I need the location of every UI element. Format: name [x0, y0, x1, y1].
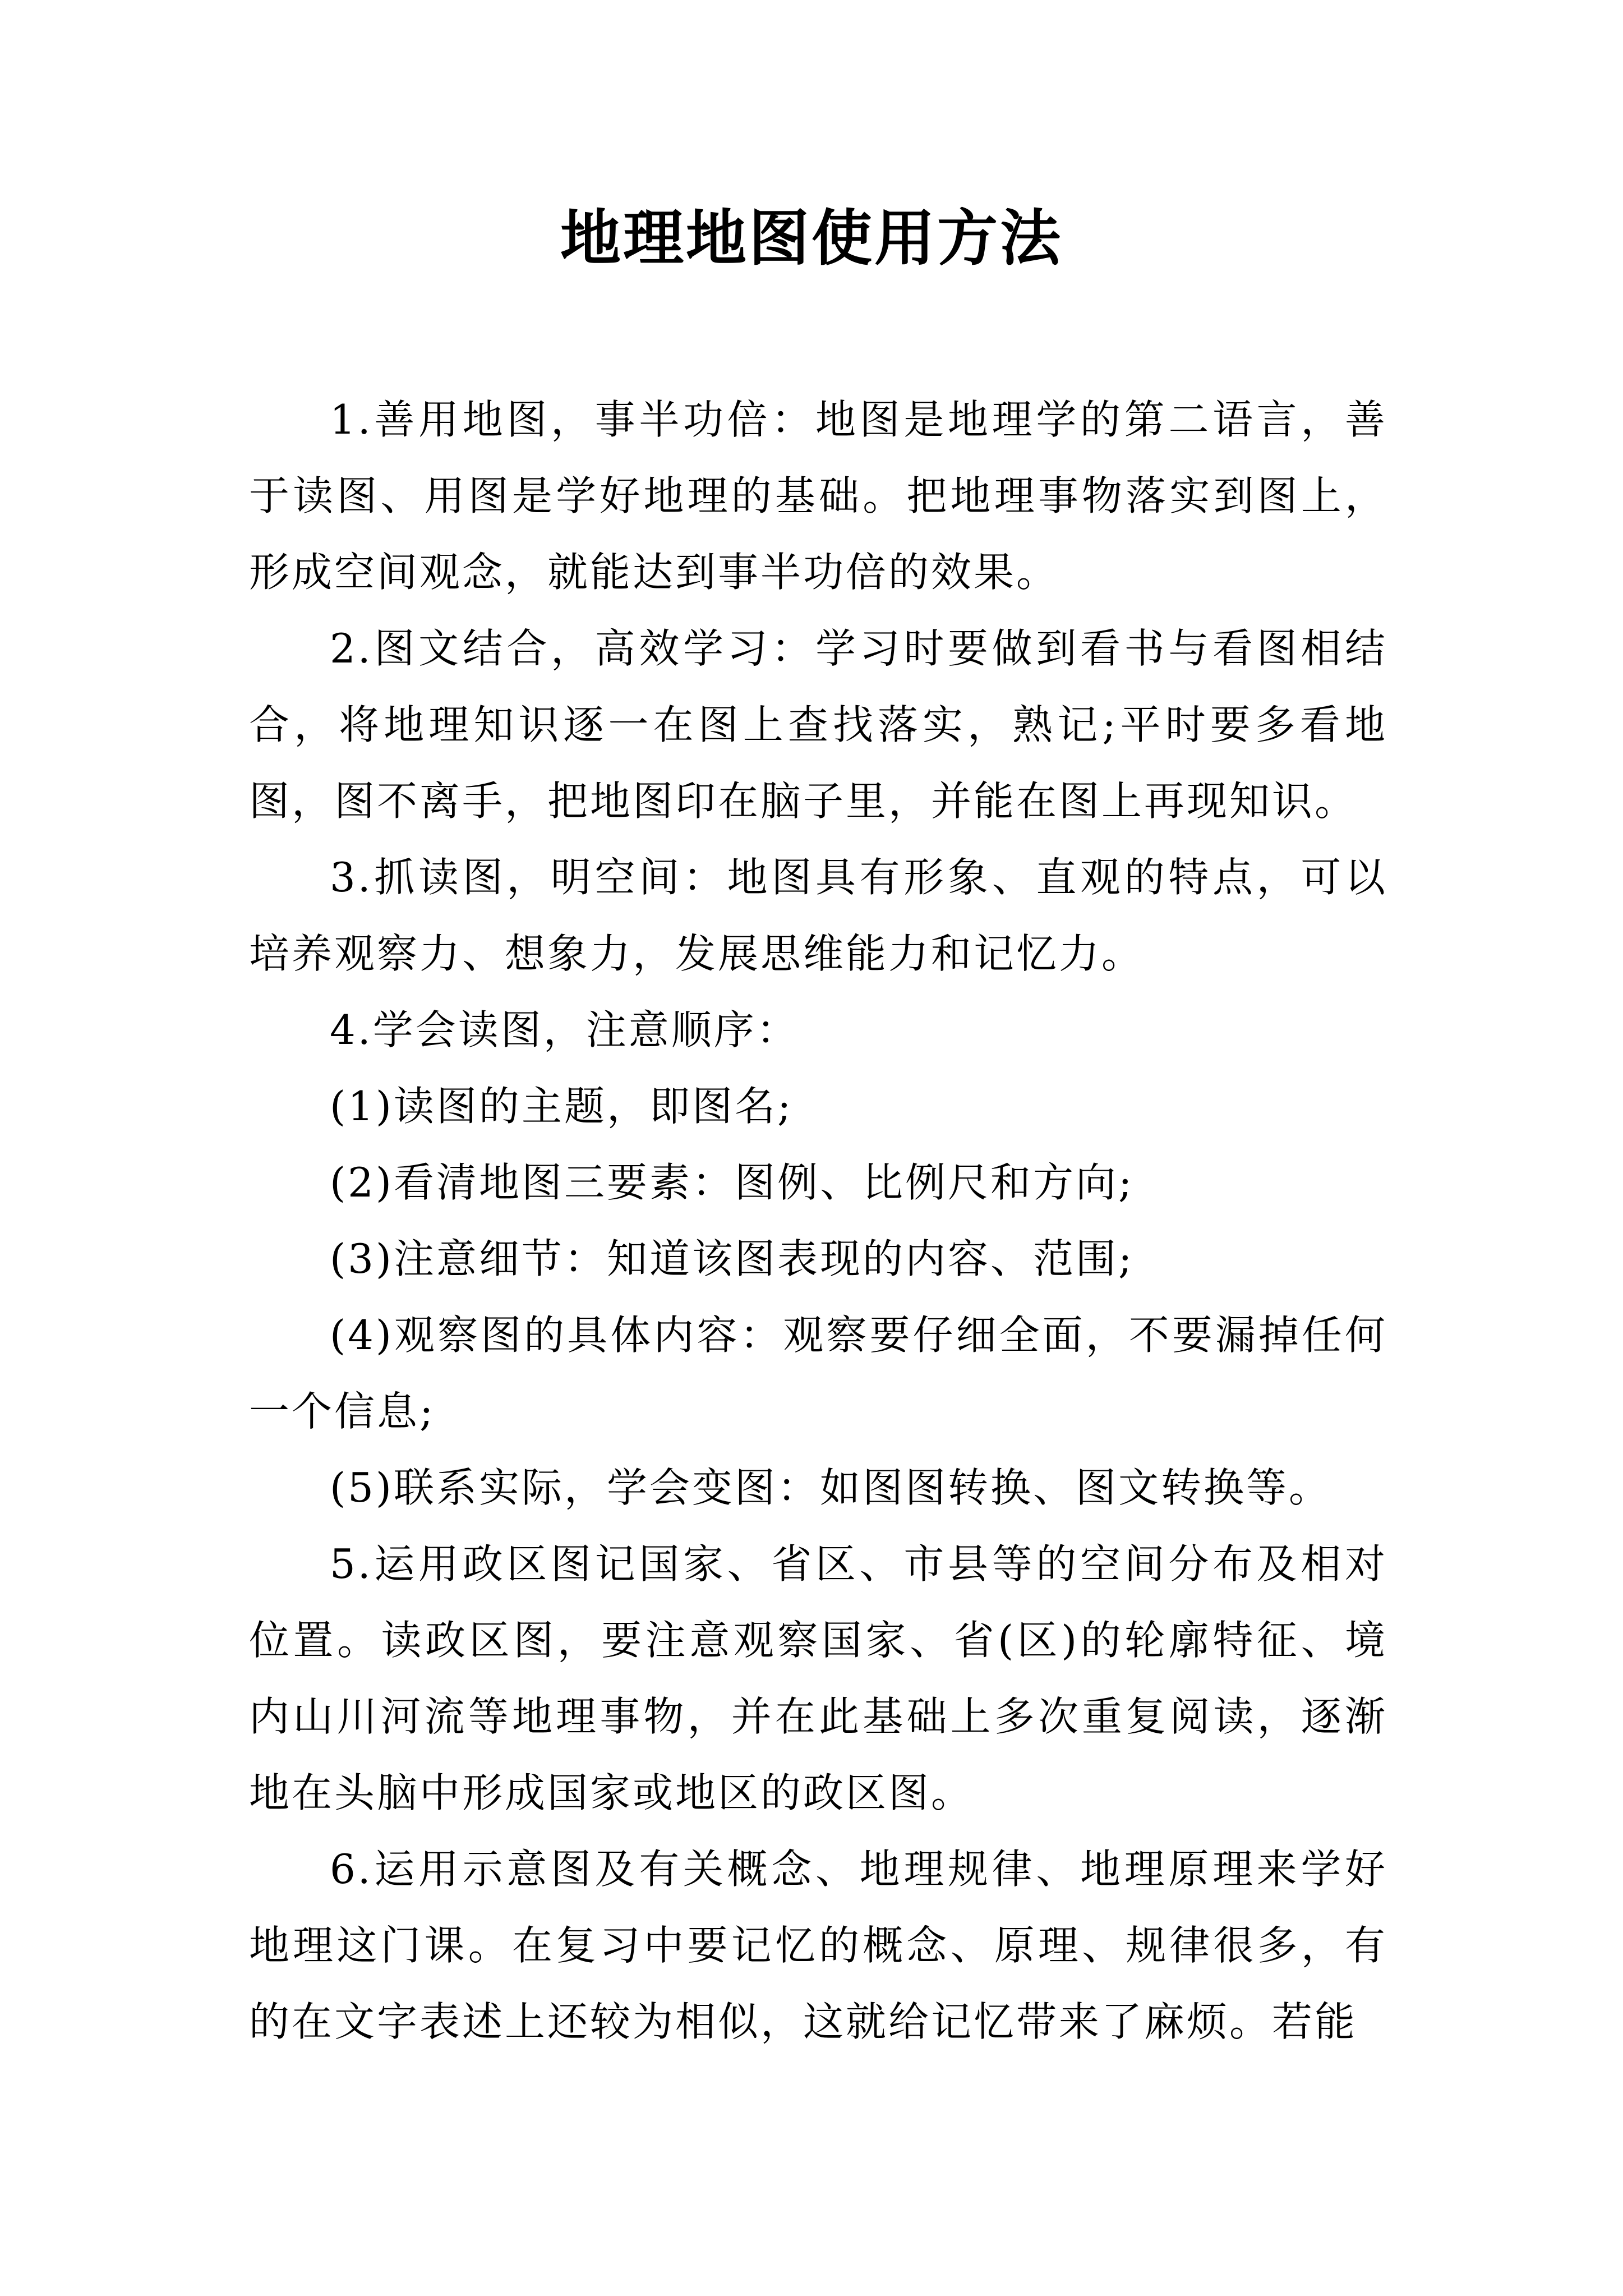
paragraph-6: 6.运用示意图及有关概念、地理规律、地理原理来学好地理这门课。在复习中要记忆的概念、原理、规律很多，有的在文字表述上还较为相似，这就给记忆带来了麻烦。若能 — [249, 1846, 1387, 2045]
document-title: 地理地图使用方法 — [560, 203, 1063, 274]
paragraph-1: 1.善用地图，事半功倍：地图是地理学的第二语言，善于读图、用图是学好地理的基础。把地理事物落实到图上，形成空间观念，就能达到事半功倍的效果。 — [249, 396, 1387, 596]
paragraph-4-item-1: (1)读图的主题，即图名; — [330, 1083, 794, 1130]
paragraph-3: 3.抓读图，明空间：地图具有形象、直观的特点，可以培养观察力、想象力，发展思维能力和记忆力。 — [249, 854, 1387, 977]
paragraph-5: 5.运用政区图记国家、省区、市县等的空间分布及相对位置。读政区图，要注意观察国家、省(区)的轮廓特征、境内山川河流等地理事物，并在此基础上多次重复阅读，逐渐地在头脑中形成国家或地区的政区图。 — [249, 1540, 1387, 1816]
paragraph-4: 4.学会读图，注意顺序： — [330, 1006, 799, 1053]
document-body — [249, 381, 1387, 2060]
paragraph-2: 2.图文结合，高效学习：学习时要做到看书与看图相结合，将地理知识逐一在图上查找落实，熟记;平时要多看地图，图不离手，把地图印在脑子里，并能在图上再现知识。 — [249, 625, 1387, 825]
paragraph-4-item-5: (5)联系实际，学会变图：如图图转换、图文转换等。 — [330, 1464, 1331, 1511]
paragraph-4-item-3: (3)注意细节：知道该图表现的内容、范围; — [330, 1235, 1135, 1282]
paragraph-4-item-4: (4)观察图的具体内容：观察要仔细全面，不要漏掉任何一个信息; — [249, 1312, 1387, 1435]
paragraph-4-item-2: (2)看清地图三要素：图例、比例尺和方向; — [330, 1159, 1135, 1206]
